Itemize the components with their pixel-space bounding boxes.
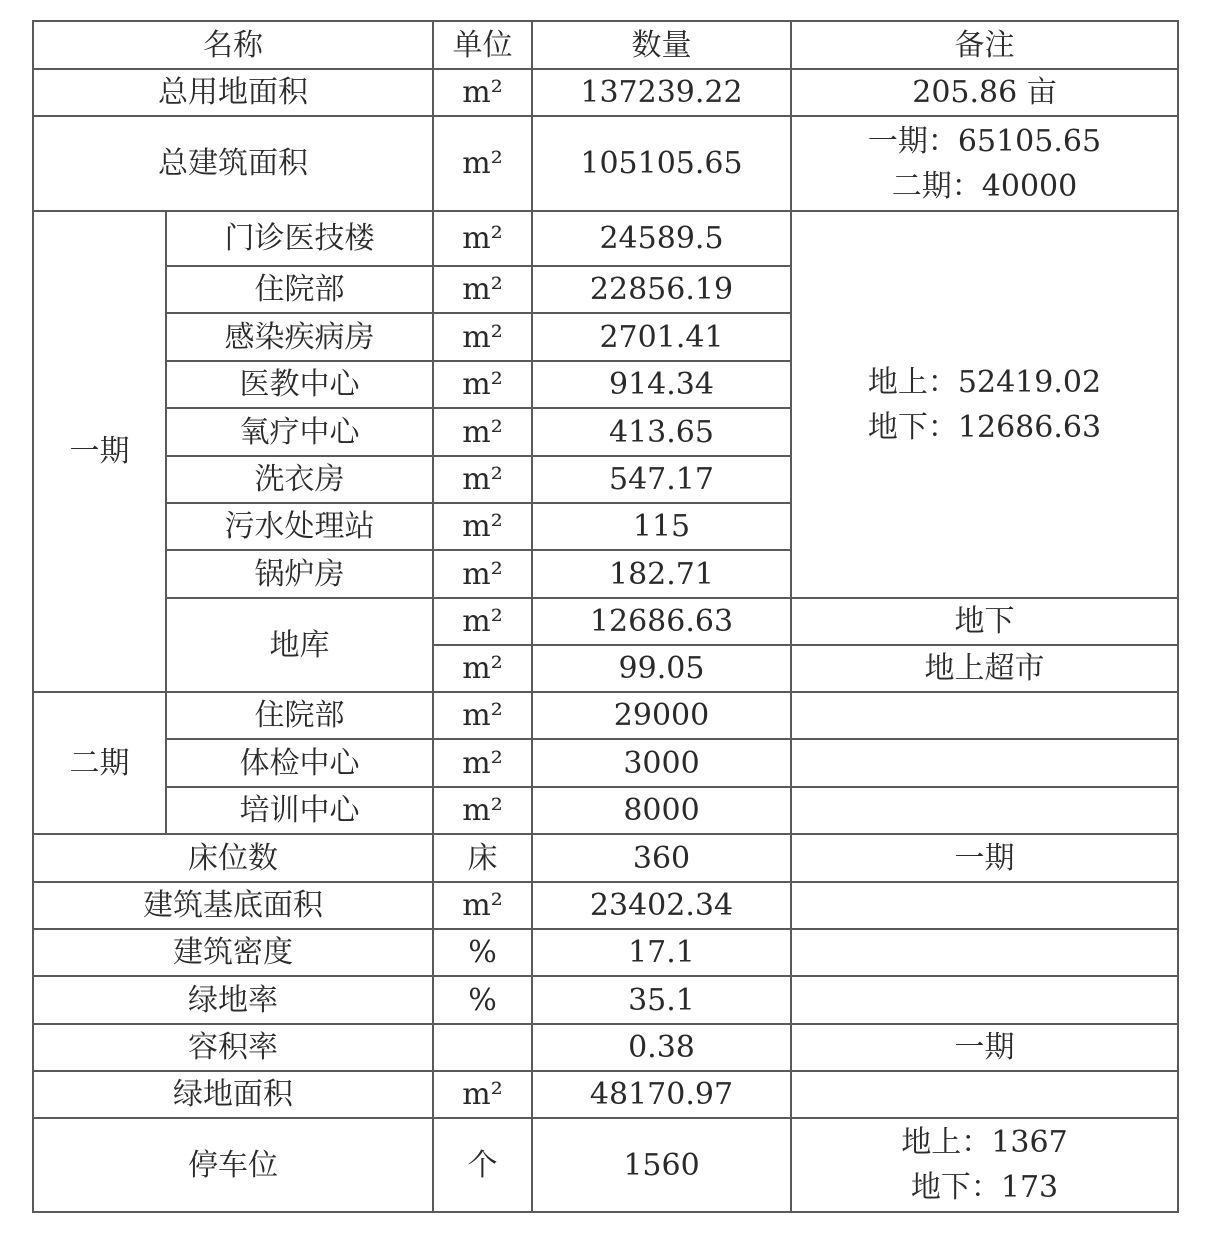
table-row [33,211,1178,266]
table-row [33,1071,1178,1118]
row-unit: m² [433,456,532,503]
row-unit: m² [433,313,532,361]
row-name: 住院部 [166,692,433,739]
table-row [33,929,1178,976]
row-unit: % [433,929,532,976]
row-note [791,976,1178,1024]
row-name: 氧疗中心 [166,408,433,456]
row-note: 205.86 亩 [791,69,1178,116]
row-qty: 48170.97 [532,1071,791,1118]
row-name: 停车位 [33,1118,433,1212]
row-qty: 29000 [532,692,791,739]
row-name: 污水处理站 [166,503,433,550]
row-note [791,116,1178,211]
table-row [33,976,1178,1024]
row-note [791,882,1178,929]
note-line: 地下：173 [910,1170,1059,1205]
row-unit: m² [433,211,532,266]
row-unit: m² [433,645,532,692]
row-note: 一期 [791,834,1178,882]
row-qty: 182.71 [532,550,791,598]
row-note [791,1118,1178,1212]
note-line: 一期：65105.65 [867,123,1102,159]
row-qty: 22856.19 [532,266,791,313]
note-line: 地上：52419.02 [867,364,1102,400]
row-qty: 137239.22 [532,69,791,116]
header-note: 备注 [791,21,1178,69]
row-qty: 413.65 [532,408,791,456]
row-unit: m² [433,266,532,313]
row-note [791,1071,1178,1118]
row-note [791,929,1178,976]
row-note [791,787,1178,834]
table-row [33,598,1178,645]
table-row [33,69,1178,116]
row-qty: 99.05 [532,645,791,692]
row-unit: m² [433,503,532,550]
row-unit: m² [433,69,532,116]
row-note [791,739,1178,787]
note-line: 二期：40000 [891,168,1078,204]
table-row [33,739,1178,787]
table-row [33,692,1178,739]
row-unit: m² [433,116,532,211]
project-indicators-table [32,20,1179,1213]
row-qty: 1560 [532,1118,791,1212]
row-name: 总建筑面积 [33,116,433,211]
row-unit [433,1024,532,1071]
row-unit: 个 [433,1118,532,1212]
header-name: 名称 [33,21,433,69]
phase1-note [791,211,1178,598]
row-name: 医教中心 [166,361,433,408]
row-note: 地上超市 [791,645,1178,692]
row-unit: m² [433,739,532,787]
row-qty: 23402.34 [532,882,791,929]
row-unit: % [433,976,532,1024]
note-line: 地上：1367 [901,1125,1068,1160]
phase2-label: 二期 [33,692,166,834]
row-qty: 12686.63 [532,598,791,645]
row-qty: 115 [532,503,791,550]
row-name: 培训中心 [166,787,433,834]
row-qty: 8000 [532,787,791,834]
row-qty: 105105.65 [532,116,791,211]
phase1-label: 一期 [33,211,166,692]
row-unit: m² [433,787,532,834]
row-qty: 547.17 [532,456,791,503]
row-name: 感染疾病房 [166,313,433,361]
header-row [33,21,1178,69]
table-row [33,116,1178,211]
row-name: 门诊医技楼 [166,211,433,266]
row-qty: 2701.41 [532,313,791,361]
row-qty: 24589.5 [532,211,791,266]
header-unit: 单位 [433,21,532,69]
row-note: 一期 [791,1024,1178,1071]
row-name: 建筑密度 [33,929,433,976]
row-name: 绿地面积 [33,1071,433,1118]
table-row [33,1024,1178,1071]
row-name: 床位数 [33,834,433,882]
row-note [791,692,1178,739]
row-qty: 914.34 [532,361,791,408]
row-unit: m² [433,550,532,598]
table-row [33,787,1178,834]
garage-name: 地库 [166,598,433,692]
row-name: 洗衣房 [166,456,433,503]
row-name: 容积率 [33,1024,433,1071]
row-name: 住院部 [166,266,433,313]
row-name: 绿地率 [33,976,433,1024]
row-unit: m² [433,598,532,645]
row-qty: 3000 [532,739,791,787]
row-name: 建筑基底面积 [33,882,433,929]
row-name: 总用地面积 [33,69,433,116]
row-note: 地下 [791,598,1178,645]
table-row [33,834,1178,882]
row-unit: m² [433,408,532,456]
row-qty: 0.38 [532,1024,791,1071]
row-qty: 35.1 [532,976,791,1024]
row-name: 锅炉房 [166,550,433,598]
row-qty: 17.1 [532,929,791,976]
row-unit: 床 [433,834,532,882]
table-row [33,882,1178,929]
row-name: 体检中心 [166,739,433,787]
header-qty: 数量 [532,21,791,69]
row-unit: m² [433,1071,532,1118]
row-qty: 360 [532,834,791,882]
row-unit: m² [433,361,532,408]
table-row [33,1118,1178,1212]
row-unit: m² [433,882,532,929]
note-line: 地下：12686.63 [867,409,1102,445]
row-unit: m² [433,692,532,739]
